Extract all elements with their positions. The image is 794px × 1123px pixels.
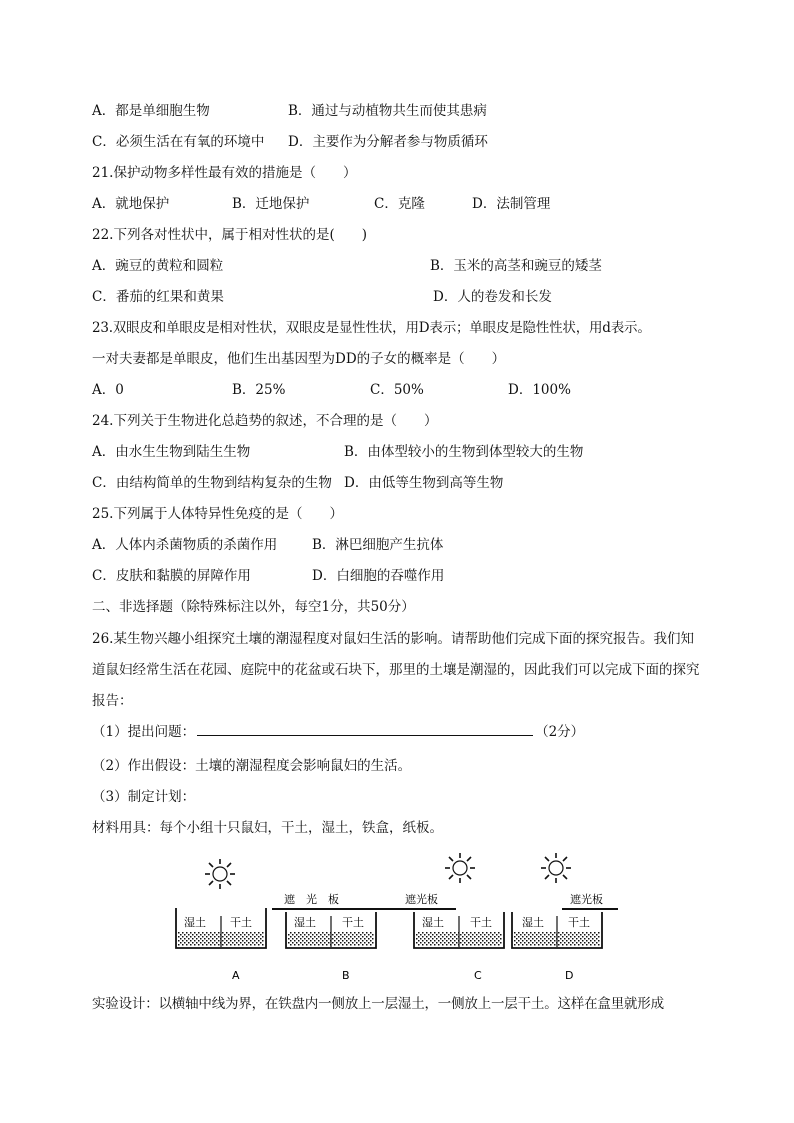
tray-d-shade-label: 遮光板 (570, 893, 603, 906)
q24-option-d: D．由低等生物到高等生物 (344, 475, 504, 491)
q26-materials: 材料用具：每个小组十只鼠妇，干土，湿土，铁盒，纸板。 (92, 820, 443, 836)
q26-step-1-score: （2分） (535, 724, 585, 740)
tray-d-dry-label: 干土 (568, 916, 590, 929)
q26-design: 实验设计：以横轴中线为界，在铁盘内一侧放上一层湿土，一侧放上一层干土。这样在盒里就形成 (92, 996, 664, 1012)
tray-b (272, 892, 420, 982)
tray-a-dry-label: 干土 (230, 916, 252, 929)
q22-option-c: C．番茄的红果和黄果 (92, 289, 224, 305)
q23-option-d: D．100% (508, 382, 571, 398)
q24-option-c: C．由结构简单的生物到结构复杂的生物 (92, 475, 332, 491)
q23-option-a: A．0 (92, 382, 124, 398)
tray-a-caption: A (232, 969, 240, 982)
tray-b-caption: B (342, 969, 350, 982)
tray-b-wet-label: 湿土 (294, 916, 316, 929)
tray-a-wet-label: 湿土 (184, 916, 206, 929)
q22-stem: 22.下列各对性状中，属于相对性状的是( ) (92, 227, 368, 243)
q26-step-2: （2）作出假设：土壤的潮湿程度会影响鼠妇的生活。 (92, 758, 412, 774)
q23-stem-line-1: 23.双眼皮和单眼皮是相对性状，双眼皮是显性性状，用D表示；单眼皮是隐性性状，用d表示。 (92, 320, 651, 336)
q26-step-1-label: （1）提出问题： (92, 724, 196, 740)
tray-d-caption: D (565, 969, 574, 982)
q23-option-c: C．50% (370, 382, 424, 398)
q21-option-d: D．法制管理 (472, 196, 551, 212)
tray-c-dry-label: 干土 (470, 916, 492, 929)
tray-c-wet-label: 湿土 (422, 916, 444, 929)
q21-option-a: A．就地保护 (92, 196, 170, 212)
tray-c (400, 853, 504, 982)
q24-stem: 24.下列关于生物进化总趋势的叙述，不合理的是（ ） (92, 413, 438, 429)
q20-option-b: B．通过与动植物共生而使其患病 (288, 103, 487, 119)
q25-stem: 25.下列属于人体特异性免疫的是（ ） (92, 506, 343, 522)
q26-step-3: （3）制定计划： (92, 789, 196, 805)
q21-option-b: B．迁地保护 (232, 196, 310, 212)
sun-icon-c (445, 853, 475, 883)
q21-stem: 21.保护动物多样性最有效的措施是（ ） (92, 165, 357, 181)
sun-icon-d (541, 853, 571, 883)
q25-option-c: C．皮肤和黏膜的屏障作用 (92, 568, 251, 584)
tray-d-wet-label: 湿土 (522, 916, 544, 929)
tray-d (512, 853, 618, 982)
q22-option-a: A．豌豆的黄粒和圆粒 (92, 258, 224, 274)
q25-option-b: B．淋巴细胞产生抗体 (312, 537, 444, 553)
section-2-heading: 二、非选择题（除特殊标注以外，每空1分，共50分） (92, 599, 415, 615)
experiment-figure (160, 846, 630, 986)
tray-c-caption: C (474, 969, 482, 982)
q24-option-a: A．由水生生物到陆生生物 (92, 444, 251, 460)
q20-option-a: A．都是单细胞生物 (92, 103, 210, 119)
tray-a (176, 859, 266, 982)
sun-icon-a (205, 859, 235, 889)
q20-option-d: D．主要作为分解者参与物质循环 (288, 134, 488, 150)
q21-option-c: C．克隆 (374, 196, 425, 212)
q26-intro: 26.某生物兴趣小组探究土壤的潮湿程度对鼠妇生活的影响。请帮助他们完成下面的探究报告。我们知道鼠妇经常生活在花园、庭院中的花盆或石块下，那里的土壤是潮湿的，因此我们可以完成下面的探究报告： (92, 631, 700, 709)
q25-option-a: A．人体内杀菌物质的杀菌作用 (92, 537, 278, 553)
tray-b-dry-label: 干土 (342, 916, 364, 929)
q26-step-1 (92, 722, 584, 741)
q22-option-b: B．玉米的高茎和豌豆的矮茎 (430, 258, 602, 274)
q22-option-d: D．人的卷发和长发 (433, 289, 552, 305)
q23-option-b: B．25% (232, 382, 286, 398)
q20-option-c: C．必须生活在有氧的环境中 (92, 134, 265, 150)
q23-stem-line-2: 一对夫妻都是单眼皮，他们生出基因型为DD的子女的概率是（ ） (92, 351, 506, 367)
tray-b-shade-label: 遮 光 板 (284, 893, 339, 906)
q24-option-b: B．由体型较小的生物到体型较大的生物 (344, 444, 584, 460)
tray-c-shade-label: 遮光板 (405, 893, 438, 906)
q25-option-d: D．白细胞的吞噬作用 (312, 568, 445, 584)
q26-answer-blank[interactable] (197, 722, 533, 736)
